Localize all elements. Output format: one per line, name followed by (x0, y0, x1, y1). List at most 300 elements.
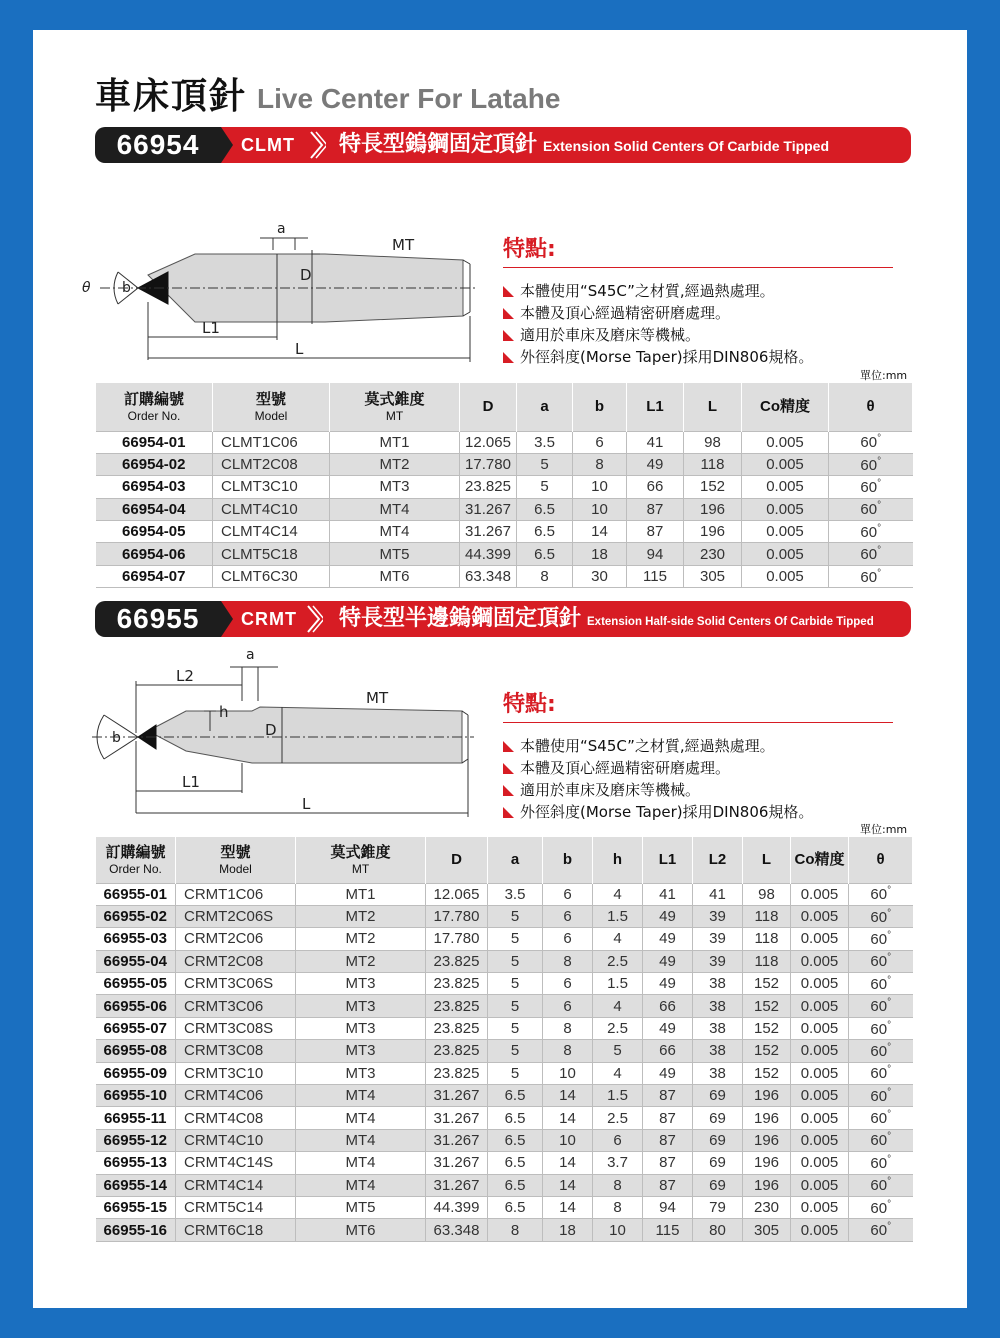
cell-order: 66954-04 (96, 498, 213, 520)
cell-theta: 60° (849, 1129, 913, 1151)
col-header-b: b (573, 383, 627, 431)
cell-theta: 60° (849, 905, 913, 927)
cell-l: 118 (743, 928, 791, 950)
cell-co: 0.005 (742, 521, 829, 543)
table-row (96, 1219, 913, 1241)
cell-h: 5 (593, 1040, 643, 1062)
feature-item: 外徑斜度(Morse Taper)採用DIN806規格。 (503, 346, 893, 368)
cell-d: 31.267 (426, 1129, 488, 1151)
cell-theta: 60° (829, 498, 913, 520)
dim-label-mt: MT (366, 689, 389, 707)
dim-label-b: b (122, 280, 131, 296)
cell-a: 5 (517, 476, 573, 498)
cell-order: 66955-15 (96, 1196, 176, 1218)
col-header-a: a (488, 837, 543, 883)
feature-item: 本體使用“S45C”之材質,經過熱處理。 (503, 735, 893, 757)
cell-order: 66955-14 (96, 1174, 176, 1196)
bullet-triangle-icon (503, 286, 514, 297)
cell-model: CRMT4C06 (176, 1085, 296, 1107)
cell-l1: 66 (643, 1040, 693, 1062)
cell-co: 0.005 (742, 543, 829, 565)
cell-b: 8 (573, 453, 627, 475)
cell-d: 31.267 (460, 498, 517, 520)
cell-d: 31.267 (426, 1174, 488, 1196)
cell-l1: 94 (643, 1196, 693, 1218)
cell-b: 6 (543, 928, 593, 950)
cell-l1: 87 (627, 521, 684, 543)
cell-a: 6.5 (517, 543, 573, 565)
cell-co: 0.005 (742, 498, 829, 520)
cell-b: 14 (543, 1196, 593, 1218)
cell-l1: 87 (643, 1107, 693, 1129)
cell-b: 10 (543, 1129, 593, 1151)
cell-order: 66955-07 (96, 1017, 176, 1039)
cell-mt: MT3 (296, 995, 426, 1017)
cell-a: 6.5 (488, 1152, 543, 1174)
dim-label-l2: L2 (176, 667, 194, 685)
cell-d: 63.348 (426, 1219, 488, 1241)
table-row (96, 1040, 913, 1062)
cell-l2: 38 (693, 1040, 743, 1062)
cell-order: 66955-13 (96, 1152, 176, 1174)
feature-item: 適用於車床及磨床等機械。 (503, 324, 893, 346)
cell-l: 118 (743, 950, 791, 972)
cell-theta: 60° (849, 1040, 913, 1062)
cell-mt: MT2 (330, 453, 460, 475)
cell-order: 66955-04 (96, 950, 176, 972)
cell-a: 5 (488, 973, 543, 995)
cell-b: 10 (573, 498, 627, 520)
cell-l: 196 (743, 1129, 791, 1151)
dim-label-a: a (277, 221, 286, 237)
cell-b: 8 (543, 950, 593, 972)
cell-l1: 49 (643, 905, 693, 927)
cell-l: 305 (743, 1219, 791, 1241)
cell-l1: 66 (643, 995, 693, 1017)
cell-model: CRMT1C06 (176, 883, 296, 905)
table-row (96, 1152, 913, 1174)
cell-model: CLMT5C18 (213, 543, 330, 565)
cell-a: 6.5 (517, 498, 573, 520)
cell-a: 6.5 (488, 1129, 543, 1151)
cell-l: 152 (684, 476, 742, 498)
cell-theta: 60° (849, 995, 913, 1017)
cell-theta: 60° (849, 1152, 913, 1174)
cell-l: 118 (684, 453, 742, 475)
cell-b: 14 (543, 1174, 593, 1196)
cell-a: 3.5 (517, 431, 573, 453)
cell-co: 0.005 (742, 476, 829, 498)
cell-d: 12.065 (426, 883, 488, 905)
cell-theta: 60° (829, 543, 913, 565)
cell-mt: MT4 (296, 1129, 426, 1151)
cell-model: CRMT3C08S (176, 1017, 296, 1039)
cell-a: 5 (488, 928, 543, 950)
cell-mt: MT4 (330, 521, 460, 543)
table-row (96, 995, 913, 1017)
section-banner-66955 (95, 601, 911, 637)
col-header-d: D (426, 837, 488, 883)
cell-order: 66955-09 (96, 1062, 176, 1084)
cell-order: 66955-06 (96, 995, 176, 1017)
cell-co: 0.005 (742, 565, 829, 587)
table-row (96, 453, 913, 475)
cell-l: 196 (743, 1174, 791, 1196)
cell-l: 152 (743, 1062, 791, 1084)
cell-theta: 60° (829, 431, 913, 453)
cell-mt: MT4 (330, 498, 460, 520)
cell-mt: MT2 (296, 928, 426, 950)
cell-co: 0.005 (791, 883, 849, 905)
cell-b: 6 (573, 431, 627, 453)
clmt-dimension-diagram (80, 220, 480, 370)
cell-l2: 80 (693, 1219, 743, 1241)
cell-l: 152 (743, 995, 791, 1017)
col-header-l: L (684, 383, 742, 431)
cell-l: 196 (743, 1152, 791, 1174)
cell-mt: MT4 (296, 1174, 426, 1196)
feature-item: 本體及頂心經過精密研磨處理。 (503, 757, 893, 779)
cell-order: 66954-03 (96, 476, 213, 498)
table-row (96, 543, 913, 565)
table-row (96, 973, 913, 995)
table-row (96, 1107, 913, 1129)
cell-b: 10 (573, 476, 627, 498)
chevron-right-icon (308, 130, 326, 160)
cell-mt: MT3 (296, 1040, 426, 1062)
cell-order: 66955-08 (96, 1040, 176, 1062)
cell-h: 2.5 (593, 1107, 643, 1129)
cell-l1: 87 (643, 1129, 693, 1151)
features-66955 (503, 687, 893, 823)
cell-co: 0.005 (791, 928, 849, 950)
cell-l2: 38 (693, 973, 743, 995)
cell-order: 66955-12 (96, 1129, 176, 1151)
cell-mt: MT4 (296, 1107, 426, 1129)
bullet-triangle-icon (503, 785, 514, 796)
cell-model: CLMT1C06 (213, 431, 330, 453)
cell-l1: 41 (643, 883, 693, 905)
cell-l2: 69 (693, 1152, 743, 1174)
cell-h: 4 (593, 995, 643, 1017)
features-title: 特點: (503, 687, 893, 723)
col-header-l: L (743, 837, 791, 883)
table-row (96, 565, 913, 587)
table-row (96, 498, 913, 520)
cell-mt: MT2 (296, 905, 426, 927)
cell-b: 14 (543, 1152, 593, 1174)
cell-co: 0.005 (791, 950, 849, 972)
cell-l2: 39 (693, 950, 743, 972)
dim-label-d: D (265, 721, 277, 739)
section-code: 66955 (95, 601, 221, 637)
cell-mt: MT6 (296, 1219, 426, 1241)
cell-l1: 49 (643, 928, 693, 950)
bullet-triangle-icon (503, 330, 514, 341)
cell-theta: 60° (829, 565, 913, 587)
col-header-model: 型號 Model (213, 383, 330, 431)
cell-d: 17.780 (426, 928, 488, 950)
cell-a: 5 (488, 950, 543, 972)
cell-co: 0.005 (742, 453, 829, 475)
cell-l1: 49 (643, 1062, 693, 1084)
cell-theta: 60° (849, 928, 913, 950)
feature-item: 本體及頂心經過精密研磨處理。 (503, 302, 893, 324)
cell-l1: 49 (643, 973, 693, 995)
table-row (96, 1196, 913, 1218)
cell-mt: MT1 (296, 883, 426, 905)
cell-order: 66954-01 (96, 431, 213, 453)
cell-l: 152 (743, 1040, 791, 1062)
cell-d: 23.825 (426, 973, 488, 995)
cell-a: 8 (517, 565, 573, 587)
cell-model: CLMT2C08 (213, 453, 330, 475)
cell-d: 23.825 (426, 950, 488, 972)
dim-label-a: a (246, 647, 255, 663)
col-header-a: a (517, 383, 573, 431)
cell-h: 1.5 (593, 1085, 643, 1107)
cell-d: 23.825 (426, 1040, 488, 1062)
features-title: 特點: (503, 232, 893, 268)
cell-model: CRMT3C06S (176, 973, 296, 995)
cell-model: CRMT3C08 (176, 1040, 296, 1062)
section-subtitle (339, 127, 829, 163)
cell-l: 230 (743, 1196, 791, 1218)
cell-b: 8 (543, 1040, 593, 1062)
page-title-zh: 車床頂針 (95, 76, 248, 117)
cell-l1: 115 (643, 1219, 693, 1241)
cell-a: 5 (517, 453, 573, 475)
col-header-l1: L1 (643, 837, 693, 883)
cell-l: 152 (743, 973, 791, 995)
section-type: CRMT (241, 609, 297, 629)
cell-h: 4 (593, 1062, 643, 1084)
cell-l2: 69 (693, 1085, 743, 1107)
cell-mt: MT1 (330, 431, 460, 453)
col-header-l2: L2 (693, 837, 743, 883)
cell-b: 14 (573, 521, 627, 543)
section-subtitle-en: Extension Solid Centers Of Carbide Tipped (543, 138, 830, 154)
cell-a: 5 (488, 995, 543, 1017)
cell-theta: 60° (829, 453, 913, 475)
cell-order: 66955-11 (96, 1107, 176, 1129)
crmt-dimension-diagram (82, 645, 482, 820)
unit-label: 單位:mm (860, 823, 908, 836)
cell-theta: 60° (849, 1017, 913, 1039)
cell-model: CLMT3C10 (213, 476, 330, 498)
cell-l2: 69 (693, 1174, 743, 1196)
cell-model: CLMT4C14 (213, 521, 330, 543)
cell-co: 0.005 (791, 1174, 849, 1196)
cell-l1: 115 (627, 565, 684, 587)
unit-label: 單位:mm (860, 369, 908, 382)
cell-theta: 60° (849, 1085, 913, 1107)
cell-l2: 69 (693, 1107, 743, 1129)
feature-item: 外徑斜度(Morse Taper)採用DIN806規格。 (503, 801, 893, 823)
cell-model: CRMT4C14S (176, 1152, 296, 1174)
bullet-triangle-icon (503, 763, 514, 774)
cell-l2: 38 (693, 995, 743, 1017)
cell-co: 0.005 (791, 1040, 849, 1062)
cell-l: 118 (743, 905, 791, 927)
table-row (96, 883, 913, 905)
cell-order: 66955-01 (96, 883, 176, 905)
table-row (96, 950, 913, 972)
cell-d: 17.780 (460, 453, 517, 475)
cell-theta: 60° (849, 950, 913, 972)
cell-order: 66954-02 (96, 453, 213, 475)
cell-mt: MT3 (330, 476, 460, 498)
cell-l1: 87 (643, 1152, 693, 1174)
cell-co: 0.005 (791, 1062, 849, 1084)
table-row (96, 431, 913, 453)
cell-mt: MT4 (296, 1152, 426, 1174)
cell-l: 305 (684, 565, 742, 587)
feature-item: 適用於車床及磨床等機械。 (503, 779, 893, 801)
dim-label-b: b (112, 730, 121, 746)
cell-d: 63.348 (460, 565, 517, 587)
cell-l: 98 (684, 431, 742, 453)
cell-order: 66955-05 (96, 973, 176, 995)
cell-a: 5 (488, 905, 543, 927)
cell-l2: 38 (693, 1062, 743, 1084)
cell-l2: 39 (693, 928, 743, 950)
col-header-mt: 莫式錐度 MT (330, 383, 460, 431)
cell-l1: 87 (643, 1174, 693, 1196)
table-row (96, 476, 913, 498)
col-header-h: h (593, 837, 643, 883)
dim-label-theta: θ (82, 280, 91, 296)
dim-label-mt: MT (392, 236, 415, 254)
cell-order: 66955-03 (96, 928, 176, 950)
cell-d: 23.825 (426, 995, 488, 1017)
table-row (96, 1017, 913, 1039)
cell-mt: MT3 (296, 1017, 426, 1039)
cell-h: 8 (593, 1196, 643, 1218)
cell-theta: 60° (849, 1107, 913, 1129)
table-row (96, 1085, 913, 1107)
cell-theta: 60° (849, 1219, 913, 1241)
cell-model: CRMT6C18 (176, 1219, 296, 1241)
col-header-co: Co精度 (742, 383, 829, 431)
cell-d: 31.267 (460, 521, 517, 543)
col-header-b: b (543, 837, 593, 883)
cell-b: 14 (543, 1107, 593, 1129)
section-type: CLMT (241, 135, 295, 155)
cell-model: CRMT5C14 (176, 1196, 296, 1218)
cell-a: 8 (488, 1219, 543, 1241)
cell-b: 6 (543, 905, 593, 927)
bullet-triangle-icon (503, 352, 514, 363)
table-row (96, 928, 913, 950)
cell-mt: MT5 (330, 543, 460, 565)
cell-d: 31.267 (426, 1152, 488, 1174)
cell-l1: 87 (643, 1085, 693, 1107)
cell-order: 66954-06 (96, 543, 213, 565)
cell-theta: 60° (849, 1174, 913, 1196)
col-header-theta: θ (829, 383, 913, 431)
dim-label-l: L (302, 795, 311, 813)
cell-d: 44.399 (460, 543, 517, 565)
chevron-right-icon (305, 604, 323, 634)
cell-a: 6.5 (488, 1107, 543, 1129)
banner-notch (221, 601, 233, 637)
banner-notch (221, 127, 233, 163)
bullet-triangle-icon (503, 807, 514, 818)
cell-d: 23.825 (426, 1017, 488, 1039)
cell-a: 6.5 (517, 521, 573, 543)
cell-l1: 94 (627, 543, 684, 565)
cell-model: CRMT2C06S (176, 905, 296, 927)
cell-d: 12.065 (460, 431, 517, 453)
cell-l1: 41 (627, 431, 684, 453)
cell-a: 6.5 (488, 1174, 543, 1196)
cell-l1: 49 (643, 1017, 693, 1039)
col-header-l1: L1 (627, 383, 684, 431)
cell-theta: 60° (849, 973, 913, 995)
cell-h: 4 (593, 928, 643, 950)
cell-theta: 60° (829, 476, 913, 498)
cell-co: 0.005 (791, 1017, 849, 1039)
col-header-co: Co精度 (791, 837, 849, 883)
cell-model: CRMT2C06 (176, 928, 296, 950)
dim-label-l1: L1 (182, 773, 200, 791)
cell-co: 0.005 (791, 1107, 849, 1129)
dim-label-l1: L1 (202, 319, 220, 337)
spec-table-66954 (95, 383, 913, 588)
col-header-model: 型號 Model (176, 837, 296, 883)
col-header-theta: θ (849, 837, 913, 883)
cell-model: CRMT4C10 (176, 1129, 296, 1151)
cell-d: 23.825 (460, 476, 517, 498)
table-row (96, 1062, 913, 1084)
cell-co: 0.005 (791, 1152, 849, 1174)
cell-order: 66955-10 (96, 1085, 176, 1107)
cell-model: CRMT2C08 (176, 950, 296, 972)
cell-mt: MT3 (296, 973, 426, 995)
cell-a: 6.5 (488, 1196, 543, 1218)
cell-l: 196 (743, 1085, 791, 1107)
cell-model: CRMT3C10 (176, 1062, 296, 1084)
col-header-d: D (460, 383, 517, 431)
cell-co: 0.005 (742, 431, 829, 453)
cell-h: 2.5 (593, 950, 643, 972)
cell-model: CRMT4C08 (176, 1107, 296, 1129)
cell-d: 44.399 (426, 1196, 488, 1218)
cell-l: 98 (743, 883, 791, 905)
cell-model: CLMT4C10 (213, 498, 330, 520)
cell-h: 1.5 (593, 973, 643, 995)
cell-d: 17.780 (426, 905, 488, 927)
cell-co: 0.005 (791, 995, 849, 1017)
cell-h: 10 (593, 1219, 643, 1241)
cell-a: 5 (488, 1040, 543, 1062)
cell-b: 6 (543, 883, 593, 905)
cell-order: 66954-07 (96, 565, 213, 587)
section-subtitle-en: Extension Half-side Solid Centers Of Carbide Tipped (587, 616, 874, 628)
cell-l2: 79 (693, 1196, 743, 1218)
cell-d: 31.267 (426, 1107, 488, 1129)
cell-l: 152 (743, 1017, 791, 1039)
dim-label-d: D (300, 266, 312, 284)
cell-h: 6 (593, 1129, 643, 1151)
cell-a: 5 (488, 1017, 543, 1039)
cell-a: 6.5 (488, 1085, 543, 1107)
cell-h: 3.7 (593, 1152, 643, 1174)
feature-item: 本體使用“S45C”之材質,經過熱處理。 (503, 280, 893, 302)
dim-label-h: h (219, 703, 229, 721)
cell-co: 0.005 (791, 1196, 849, 1218)
